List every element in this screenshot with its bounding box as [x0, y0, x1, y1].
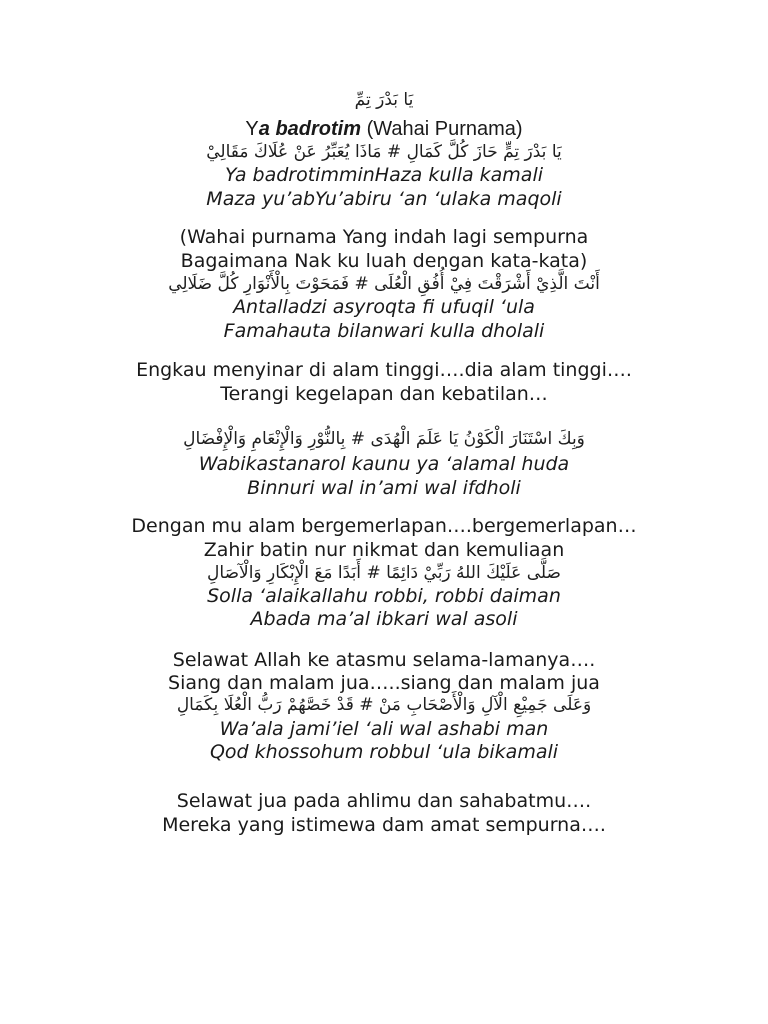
stanza-2-translation-2: Terangi kegelapan dan kebatilan…	[220, 383, 548, 405]
stanza-2-arabic: أَنْتَ الَّذِيْ أَشْرَقْتَ فِيْ أُفُقِ الْعُلَى # فَمَحَوْتَ بِالْأَنْوَارِ كُلَّ ضَلَالِي	[168, 274, 600, 294]
title-arabic: يَا بَدْرَ تِمِّ	[354, 90, 414, 110]
stanza-2-latin-1: Antalladzi asyroqta fi ufuqil ‘ula	[233, 296, 535, 318]
stanza-5-translation-1: Selawat jua pada ahlimu dan sahabatmu….	[176, 790, 592, 812]
stanza-5-latin-2: Qod khossohum robbul ‘ula bikamali	[209, 741, 559, 763]
page-title: Ya badrotim (Wahai Purnama)	[245, 118, 523, 140]
stanza-5-translation-2: Mereka yang istimewa dam amat sempurna….	[162, 814, 606, 836]
stanza-4-arabic: صَلَّى عَلَيْكَ اللهُ رَبِّيْ دَائِمًا # أَبَدًا مَعَ الْإِبْكَارِ وَالْآصَالِ	[207, 563, 561, 583]
stanza-4-translation-1: Selawat Allah ke atasmu selama-lamanya….	[172, 649, 596, 671]
stanza-4-latin-2: Abada ma’al ibkari wal asoli	[250, 608, 518, 630]
stanza-3-translation-1: Dengan mu alam bergemerlapan….bergemerlapan…	[131, 515, 637, 537]
stanza-3-latin-2: Binnuri wal in’ami wal ifdholi	[247, 477, 521, 499]
stanza-4-latin-1: Solla ‘alaikallahu robbi, robbi daiman	[207, 585, 561, 607]
stanza-1-arabic: يَا بَدْرَ تِمٍّ حَازَ كُلَّ كَمَالِ # مَاذَا يُعَبِّرُ عَنْ عُلَاكَ مَقَالِيْ	[206, 142, 562, 162]
stanza-3-translation-2: Zahir batin nur nikmat dan kemuliaan	[203, 539, 565, 561]
stanza-3-arabic: وَبِكَ اسْتَنَارَ الْكَوْنُ يَا عَلَمَ الْهُدَى # بِالنُّوْرِ وَالْإِنْعَامِ وَالْإِفْضَالِ	[183, 429, 585, 449]
stanza-1-translation-2: Bagaimana Nak ku luah dengan kata-kata)	[180, 250, 588, 272]
stanza-5-arabic: وَعَلَى جَمِيْعِ الْآلِ وَالْأَصْحَابِ مَنْ # قَدْ خَصَّهُمْ رَبُّ الْعُلَا بِكَمَالِ	[176, 695, 592, 715]
stanza-1-latin-1: Ya badrotimminHaza kulla kamali	[224, 164, 544, 186]
stanza-2-translation-1: Engkau menyinar di alam tinggi….dia alam tinggi….	[136, 359, 632, 381]
stanza-1-latin-2: Maza yu’abYu’abiru ‘an ‘ulaka maqoli	[206, 188, 562, 210]
stanza-5-latin-1: Wa’ala jami’iel ‘ali wal ashabi man	[219, 718, 549, 740]
stanza-1-translation-1: (Wahai purnama Yang indah lagi sempurna	[179, 226, 589, 248]
stanza-2-latin-2: Famahauta bilanwari kulla dholali	[223, 320, 545, 342]
stanza-3-latin-1: Wabikastanarol kaunu ya ‘alamal huda	[198, 453, 570, 475]
stanza-4-translation-2: Siang dan malam jua…..siang dan malam jua	[168, 672, 600, 694]
